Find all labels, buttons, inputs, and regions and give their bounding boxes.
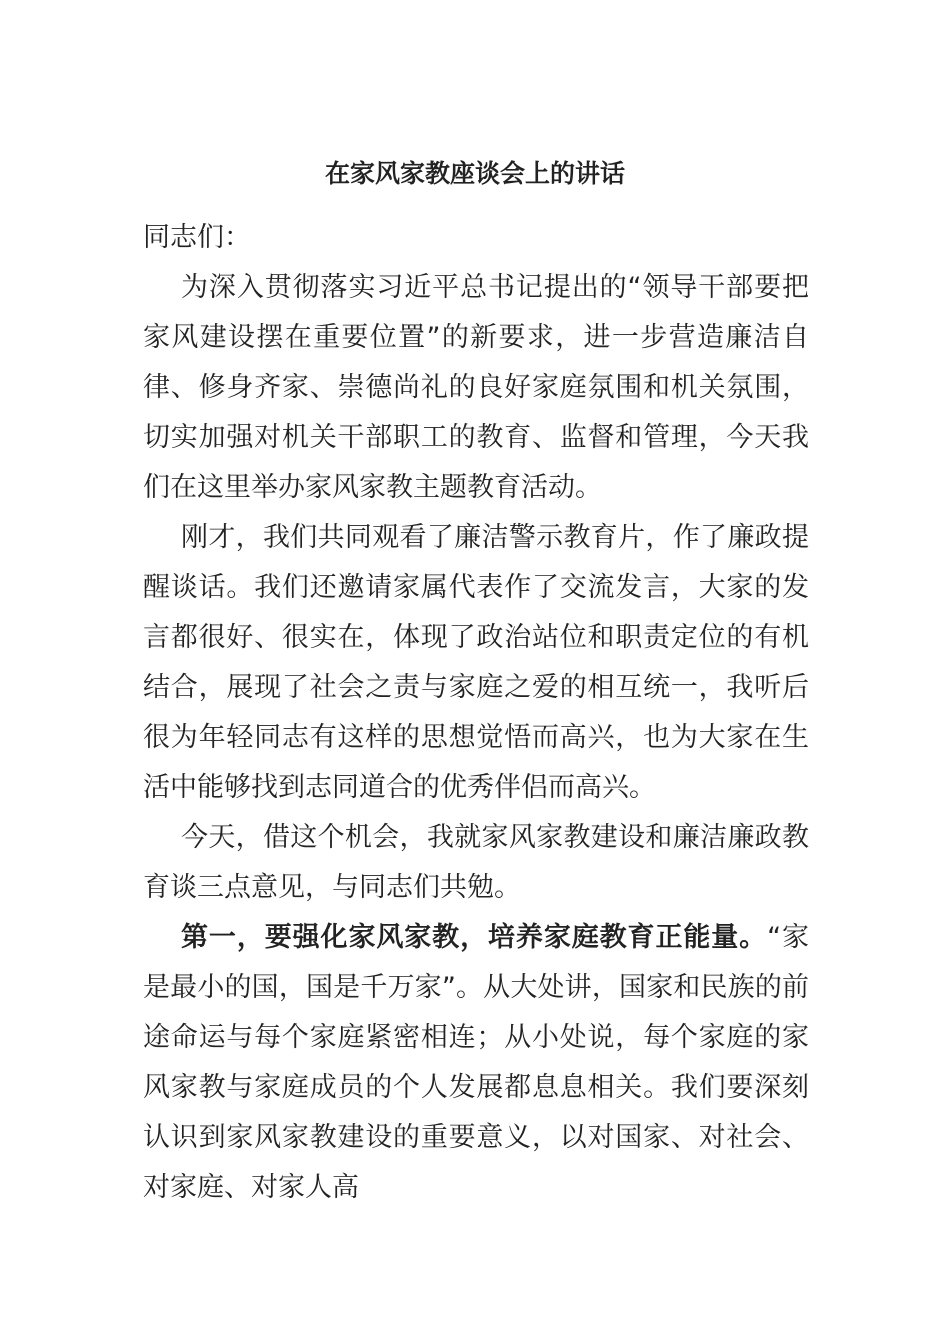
document-title: 在家风家教座谈会上的讲话 [324,159,625,188]
paragraph-3-text: 今天，借这个机会，我就家风家教建设和廉洁廉政教育谈三点意见，与同志们共勉。 [143,822,809,903]
paragraph-2 [143,513,809,813]
paragraph-1 [143,263,809,513]
paragraph-4-lead: 第一，要强化家风家教，培养家庭教育正能量。 [181,922,768,953]
paragraph-4 [143,913,809,1213]
document-body [143,213,809,1213]
salutation: 同志们： [143,222,251,253]
paragraph-4-text: “家是最小的国，国是千万家”。从大处讲，国家和民族的前途命运与每个家庭紧密相连；从小处说，每个家庭的家风家教与家庭成员的个人发展都息息相关。我们要深刻认识到家风家教建设的重要意义，以对国家、对社会、对家庭、对家人高 [143,922,809,1203]
paragraph-1-text: 为深入贯彻落实习近平总书记提出的“领导干部要把家风建设摆在重要位置”的新要求，进一步营造廉洁自律、修身齐家、崇德尚礼的良好家庭氛围和机关氛围，切实加强对机关干部职工的教育、监督和管理，今天我们在这里举办家风家教主题教育活动。 [143,272,809,503]
paragraph-2-text: 刚才，我们共同观看了廉洁警示教育片，作了廉政提醒谈话。我们还邀请家属代表作了交流发言，大家的发言都很好、很实在，体现了政治站位和职责定位的有机结合，展现了社会之责与家庭之爱的相互统一，我听后很为年轻同志有这样的思想觉悟而高兴，也为大家在生活中能够找到志同道合的优秀伴侣而高兴。 [143,522,809,803]
paragraph-3 [143,813,809,913]
